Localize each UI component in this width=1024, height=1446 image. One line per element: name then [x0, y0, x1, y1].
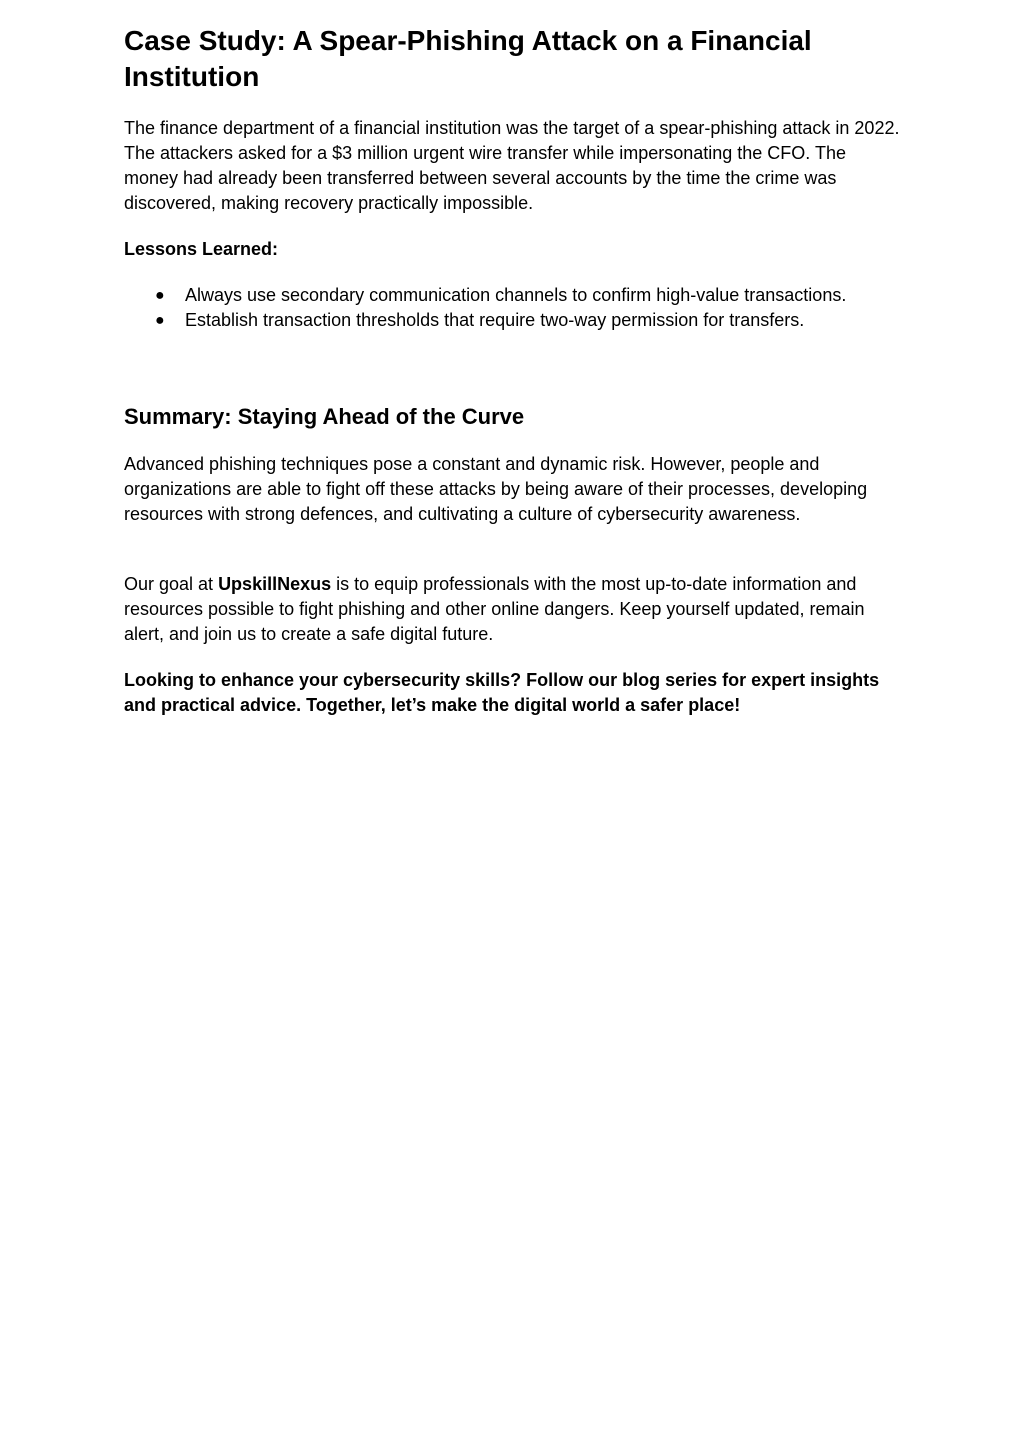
lessons-list — [124, 283, 904, 333]
case-study-paragraph: The finance department of a financial institution was the target of a spear-phishing attack in 2022. The attackers asked for a $3 million urgent wire transfer while impersonating the CFO. The money had already been transferred between several accounts by the time the crime was discovered, making recovery practically impossible. — [124, 118, 900, 213]
goal-prefix: Our goal at — [124, 574, 219, 594]
bullet-icon: ● — [155, 312, 165, 329]
case-study-title: Case Study: A Spear-Phishing Attack on a Financial Institution — [124, 25, 812, 92]
bullet-icon: ● — [155, 287, 165, 304]
goal-suffix: is to equip professionals with the most up-to-date information and resources possible to fight phishing and other online dangers. Keep yourself updated, remain alert, and join us to create a safe digital future. — [124, 574, 865, 644]
summary-heading: Summary: Staying Ahead of the Curve — [124, 404, 525, 429]
lesson-text: Always use secondary communication channels to confirm high-value transactions. — [185, 285, 847, 305]
brand-name: UpskillNexus — [218, 574, 332, 594]
goal-paragraph — [124, 572, 904, 647]
call-to-action: Looking to enhance your cybersecurity skills? Follow our blog series for expert insights and practical advice. Together, let’s make the digital world a safer place! — [124, 670, 880, 715]
lesson-text: Establish transaction thresholds that require two-way permission for transfers. — [185, 310, 805, 330]
list-item — [124, 283, 904, 308]
list-item — [124, 308, 904, 333]
lessons-learned-heading: Lessons Learned: — [124, 239, 279, 259]
summary-paragraph: Advanced phishing techniques pose a constant and dynamic risk. However, people and organizations are able to fight off these attacks by being aware of their processes, developing resources with strong defences, and cultivating a culture of cybersecurity awareness. — [124, 454, 868, 524]
